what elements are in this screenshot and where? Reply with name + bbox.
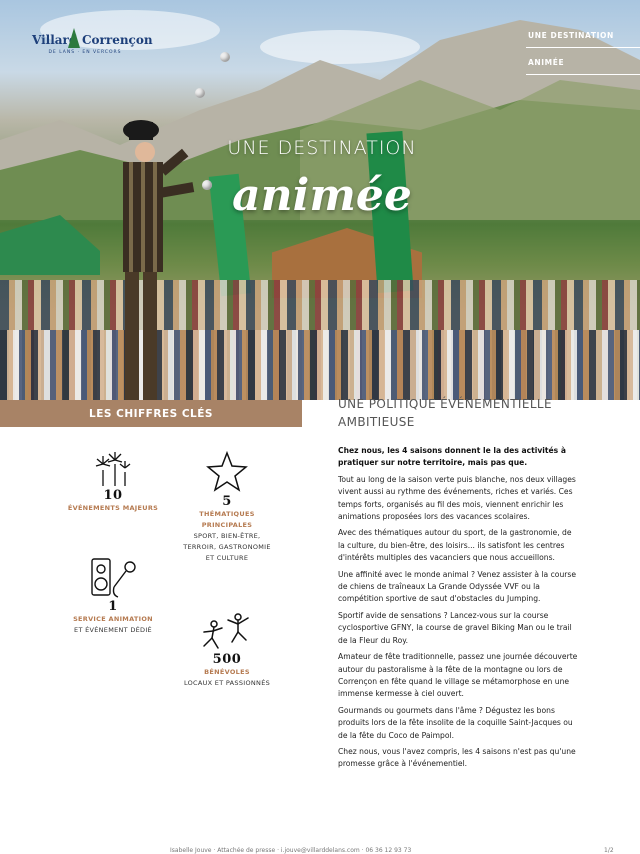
article-lead: Chez nous, les 4 saisons donnent le la des activités à pratiquer sur notre territoire, mais pas que. [338, 446, 566, 468]
stat-service: 1 SERVICE ANIMATION ET ÉVÉNEMENT DÉDIÉ [58, 557, 168, 636]
juggling-ball [195, 88, 205, 98]
page-number: 1/2 [604, 847, 614, 854]
key-figures-header: LES CHIFFRES CLÉS [0, 400, 302, 427]
fireworks-icon [93, 450, 133, 488]
star-icon [206, 450, 248, 494]
juggling-ball [220, 52, 230, 62]
article-body [338, 445, 578, 775]
article-paragraph: Amateur de fête traditionnelle, passez une journée découverte autour du pastoralisme à la fête de la montagne ou lors de Corrençon en fête quand le village se métamorphose en une immense kermesse à ciel ouvert. [338, 652, 578, 699]
juggler-figure [115, 118, 195, 400]
stat-themes: 5 THÉMATIQUES PRINCIPALES SPORT, BIEN-ÊTRE, TERROIR, GASTRONOMIE ET CULTURE [172, 450, 282, 564]
article-paragraph: Une affinité avec le monde animal ? Venez assister à la course de chiens de traîneaux La Grande Odyssée VVF ou la compétition sportive de saut d'obstacles du Jumping. [338, 569, 577, 604]
speaker-microphone-icon [88, 557, 138, 599]
nav-divider [526, 74, 640, 75]
green-tent [0, 215, 100, 275]
nav-item-animee[interactable]: ANIMÉE [528, 58, 565, 67]
volunteers-icon [200, 612, 254, 652]
footer-contact: Isabelle Jouve · Attachée de presse · i.jouve@villarddelans.com · 06 36 12 93 73 [170, 847, 412, 854]
hero-script-title: animée [232, 170, 412, 221]
villard-correncon-logo[interactable]: Villard Corrençon DE LANS · EN VERCORS [32, 24, 138, 60]
nav-divider [526, 47, 640, 48]
tree-icon [68, 28, 80, 48]
article-title: UNE POLITIQUE ÉVÉNEMENTIELLE AMBITIEUSE [338, 397, 553, 429]
article-paragraph: Sportif avide de sensations ? Lancez-vous sur la course cyclosportive GFNY, la course de gravel Biking Man ou le trail de la Fleur du Roy. [338, 610, 572, 645]
stat-volunteers: 500 BÉNÉVOLES LOCAUX ET PASSIONNÉS [172, 612, 282, 689]
article-paragraph: Avec des thématiques autour du sport, de la gastronomie, de la culture, du bien-être, des loisirs... ils satisfont les centres d'intérêts multiples des vacanciers que nous accueillons. [338, 528, 572, 563]
article-paragraph: Tout au long de la saison verte puis blanche, nos deux villages vivent aussi au rythme des événements, riches et variés. Ces temps forts, organisés au fil des mois, viennent enrichir les animations proposées lors des vacances scolaires. [338, 474, 576, 522]
nav-item-destination[interactable]: UNE DESTINATION [528, 31, 614, 40]
article-paragraph: Gourmands ou gourmets dans l'âme ? Dégustez les bons produits lors de la fête insolite de la coquille Saint-Jacques ou de la fête du Coco de Paimpol. [338, 705, 573, 740]
stat-events: 10 ÉVÉNEMENTS MAJEURS [58, 450, 168, 514]
article-paragraph: Chez nous, vous l'avez compris, les 4 saisons n'est pas qu'une promesse grâce à l'événementiel. [338, 746, 576, 769]
crowd-front [0, 330, 640, 400]
juggling-ball [202, 180, 212, 190]
hero-title: UNE DESTINATION [227, 137, 417, 159]
